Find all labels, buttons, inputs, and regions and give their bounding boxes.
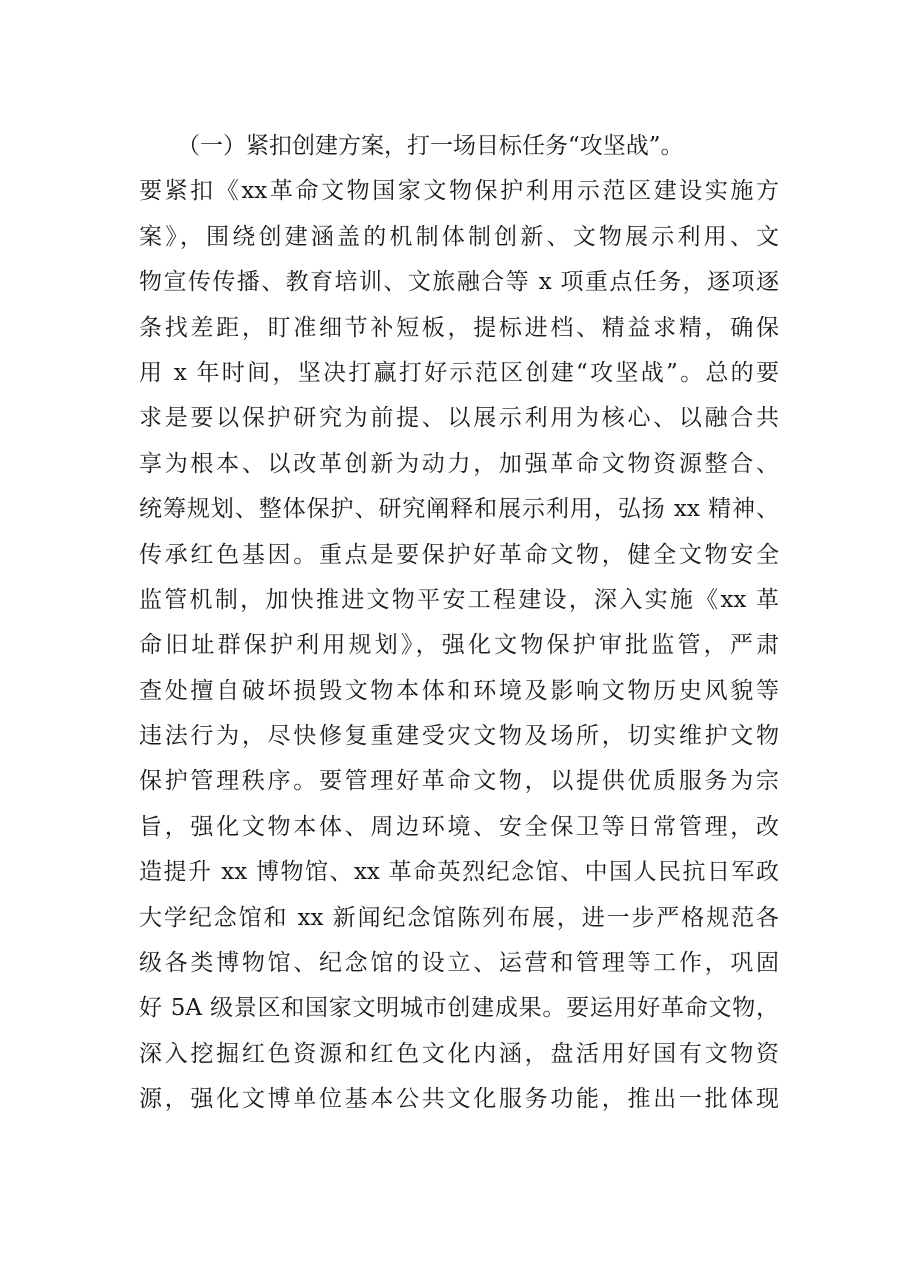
paragraph-line: 要紧扣《xx革命文物国家文物保护利用示范区建设实施方: [139, 178, 779, 205]
paragraph-line: 用 x 年时间，坚决打赢打好示范区创建“攻坚战”。总的要: [139, 359, 779, 386]
paragraph-line: 条找差距，盯准细节补短板，提标进档、精益求精，确保: [139, 314, 779, 341]
paragraph-line: 深入挖掘红色资源和红色文化内涵，盘活用好国有文物资: [139, 1040, 779, 1067]
paragraph-line: 命旧址群保护利用规划》，强化文物保护审批监管，严肃: [139, 632, 779, 659]
paragraph-line: 案》，围绕创建涵盖的机制体制创新、文物展示利用、文: [139, 223, 779, 250]
paragraph-line: 旨，强化文物本体、周边环境、安全保卫等日常管理，改: [139, 813, 779, 840]
body-text: [139, 124, 779, 1123]
paragraph-line: 违法行为，尽快修复重建受灾文物及场所，切实维护文物: [139, 723, 779, 750]
paragraph-line: 传承红色基因。重点是要保护好革命文物，健全文物安全: [139, 541, 779, 568]
paragraph-line: 造提升 xx 博物馆、xx 革命英烈纪念馆、中国人民抗日军政: [139, 859, 779, 886]
section-heading-line: （一）紧扣创建方案，打一场目标任务“攻坚战”。: [177, 133, 684, 159]
paragraph-line: 源，强化文博单位基本公共文化服务功能，推出一批体现: [139, 1086, 779, 1113]
paragraph-line: 监管机制，加快推进文物平安工程建设，深入实施《xx 革: [139, 586, 779, 613]
paragraph-line: 统筹规划、整体保护、研究阐释和展示利用，弘扬 xx 精神、: [139, 496, 779, 523]
paragraph-line: 享为根本、以改革创新为动力，加强革命文物资源整合、: [139, 450, 779, 477]
paragraph-line: 求是要以保护研究为前提、以展示利用为核心、以融合共: [139, 405, 779, 432]
paragraph-line: 大学纪念馆和 xx 新闻纪念馆陈列布展，进一步严格规范各: [139, 904, 779, 931]
paragraph-line: 级各类博物馆、纪念馆的设立、运营和管理等工作，巩固: [139, 950, 779, 977]
paragraph-line: 保护管理秩序。要管理好革命文物，以提供优质服务为宗: [139, 768, 779, 795]
paragraph-line: 好 5A 级景区和国家文明城市创建成果。要运用好革命文物，: [139, 995, 779, 1022]
paragraph-line: 查处擅自破坏损毁文物本体和环境及影响文物历史风貌等: [139, 677, 779, 704]
paragraph-line: 物宣传传播、教育培训、文旅融合等 x 项重点任务，逐项逐: [139, 269, 779, 296]
